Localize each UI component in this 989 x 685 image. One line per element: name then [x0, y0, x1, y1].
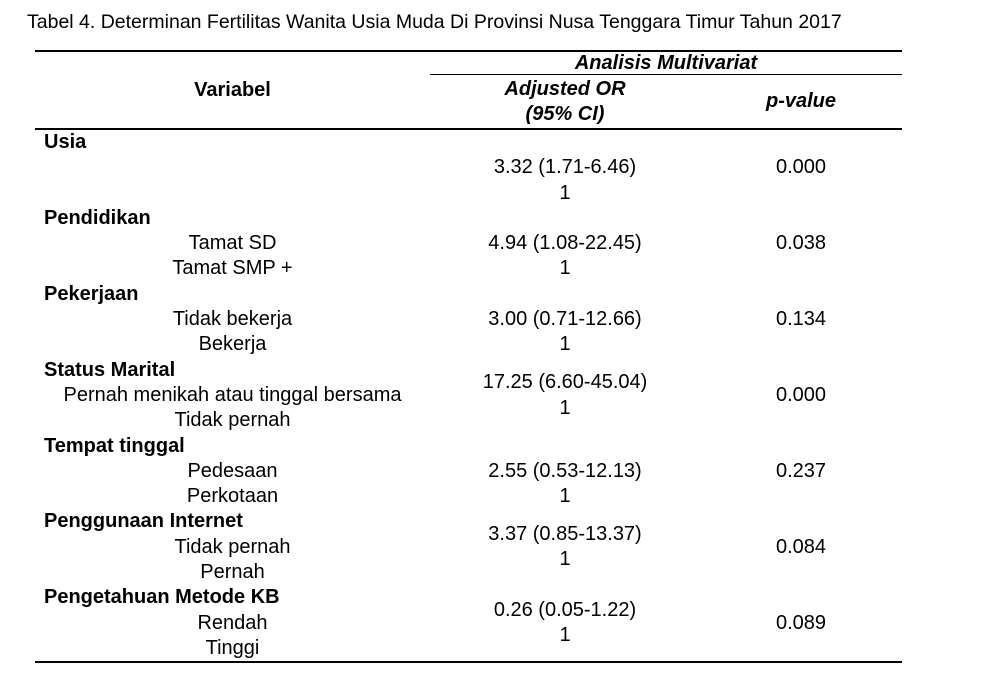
variable-column-cell: [35, 585, 430, 661]
variable-heading: Pengetahuan Metode KB: [44, 586, 280, 609]
spacer-line: [700, 181, 902, 206]
variable-column-cell: [35, 130, 430, 206]
variable-heading: Penggunaan Internet: [44, 510, 243, 533]
header-adjusted-or-line2: (95% CI): [525, 103, 605, 125]
or-value: 2.55 (0.53-12.13): [488, 459, 642, 482]
section-usia: [35, 130, 902, 206]
p-value: 0.000: [775, 383, 827, 406]
pvalue-column-cell: [700, 585, 902, 661]
determinants-table: [35, 50, 902, 663]
variable-heading: Pendidikan: [44, 206, 151, 229]
variable-column-cell: [35, 434, 430, 510]
or-column-cell: [430, 509, 700, 585]
p-value: 0.000: [775, 156, 827, 179]
section-status-marital: [35, 358, 902, 434]
or-reference: 1: [559, 333, 571, 356]
variable-category: Perkotaan: [186, 485, 279, 508]
variable-category: Tidak bekerja: [172, 308, 293, 331]
variable-category: Rendah: [197, 611, 268, 634]
or-value: 3.32 (1.71-6.46): [493, 156, 637, 179]
variable-category: [35, 155, 430, 180]
variable-heading: Pekerjaan: [44, 282, 139, 305]
table-header: [35, 52, 902, 130]
spacer-line: [700, 332, 902, 357]
or-column-cell: [430, 130, 700, 206]
or-value: 17.25 (6.60-45.04): [482, 371, 648, 394]
or-column-cell: [430, 585, 700, 661]
pvalue-column-cell: [700, 509, 902, 585]
section-tempat-tinggal: [35, 434, 902, 510]
or-value: 4.94 (1.08-22.45): [488, 232, 642, 255]
variable-column-cell: [35, 282, 430, 358]
or-column-cell: [430, 358, 700, 434]
header-variable: Variabel: [194, 78, 271, 101]
header-pvalue: p-value: [765, 90, 837, 112]
or-value: 3.00 (0.71-12.66): [488, 308, 642, 331]
variable-category: Tamat SD: [188, 232, 277, 255]
pvalue-column-cell: [700, 434, 902, 510]
pvalue-column-cell: [700, 206, 902, 282]
or-reference: 1: [559, 257, 571, 280]
table-caption: Tabel 4. Determinan Fertilitas Wanita Usia Muda Di Provinsi Nusa Tenggara Timur Tahun 2017: [27, 11, 842, 33]
or-reference: 1: [559, 624, 571, 647]
or-column-cell: [430, 434, 700, 510]
spacer-line: [430, 130, 700, 155]
or-column-cell: [430, 206, 700, 282]
header-analisis-multivariat: Analisis Multivariat: [430, 52, 902, 75]
variable-heading: Status Marital: [44, 358, 176, 381]
variable-heading: Usia: [44, 131, 87, 153]
spacer-line: [700, 130, 902, 155]
spacer-line: [430, 282, 700, 307]
pvalue-column-cell: [700, 130, 902, 206]
spacer-line: [700, 256, 902, 281]
variable-category: Pernah: [200, 561, 265, 584]
variable-category: Tinggi: [205, 636, 260, 659]
or-reference: 1: [559, 181, 571, 204]
or-column-cell: [430, 282, 700, 358]
variable-category: Tidak pernah: [174, 409, 291, 432]
variable-category: Tidak pernah: [174, 535, 291, 558]
variable-category: Bekerja: [198, 333, 267, 356]
variable-column-cell: [35, 206, 430, 282]
spacer-line: [700, 282, 902, 307]
spacer-line: [430, 434, 700, 459]
p-value: 0.084: [775, 535, 827, 558]
pvalue-column-cell: [700, 282, 902, 358]
section-pengetahuan-metode-kb: [35, 585, 902, 661]
spacer-line: [700, 434, 902, 459]
header-adjusted-or-line1: Adjusted OR: [504, 78, 626, 100]
or-reference: 1: [559, 485, 571, 508]
variable-category: Tamat SMP +: [172, 257, 293, 280]
variable-category: [35, 181, 430, 206]
section-pekerjaan: [35, 282, 902, 358]
or-reference: 1: [559, 396, 571, 419]
variable-column-cell: [35, 358, 430, 434]
spacer-line: [700, 484, 902, 509]
or-value: 0.26 (0.05-1.22): [493, 598, 637, 621]
or-value: 3.37 (0.85-13.37): [488, 523, 642, 546]
header-adjusted-or: [430, 75, 700, 128]
variable-category: Pedesaan: [187, 459, 278, 482]
p-value: 0.038: [775, 232, 827, 255]
variable-heading: Tempat tinggal: [44, 434, 185, 457]
pvalue-column-cell: [700, 358, 902, 434]
or-reference: 1: [559, 548, 571, 571]
spacer-line: [700, 206, 902, 231]
variable-column-cell: [35, 509, 430, 585]
section-pendidikan: [35, 206, 902, 282]
p-value: 0.237: [775, 459, 827, 482]
section-penggunaan-internet: [35, 509, 902, 585]
spacer-line: [430, 206, 700, 231]
p-value: 0.089: [775, 611, 827, 634]
p-value: 0.134: [775, 308, 827, 331]
variable-category: Pernah menikah atau tinggal bersama: [63, 383, 402, 406]
